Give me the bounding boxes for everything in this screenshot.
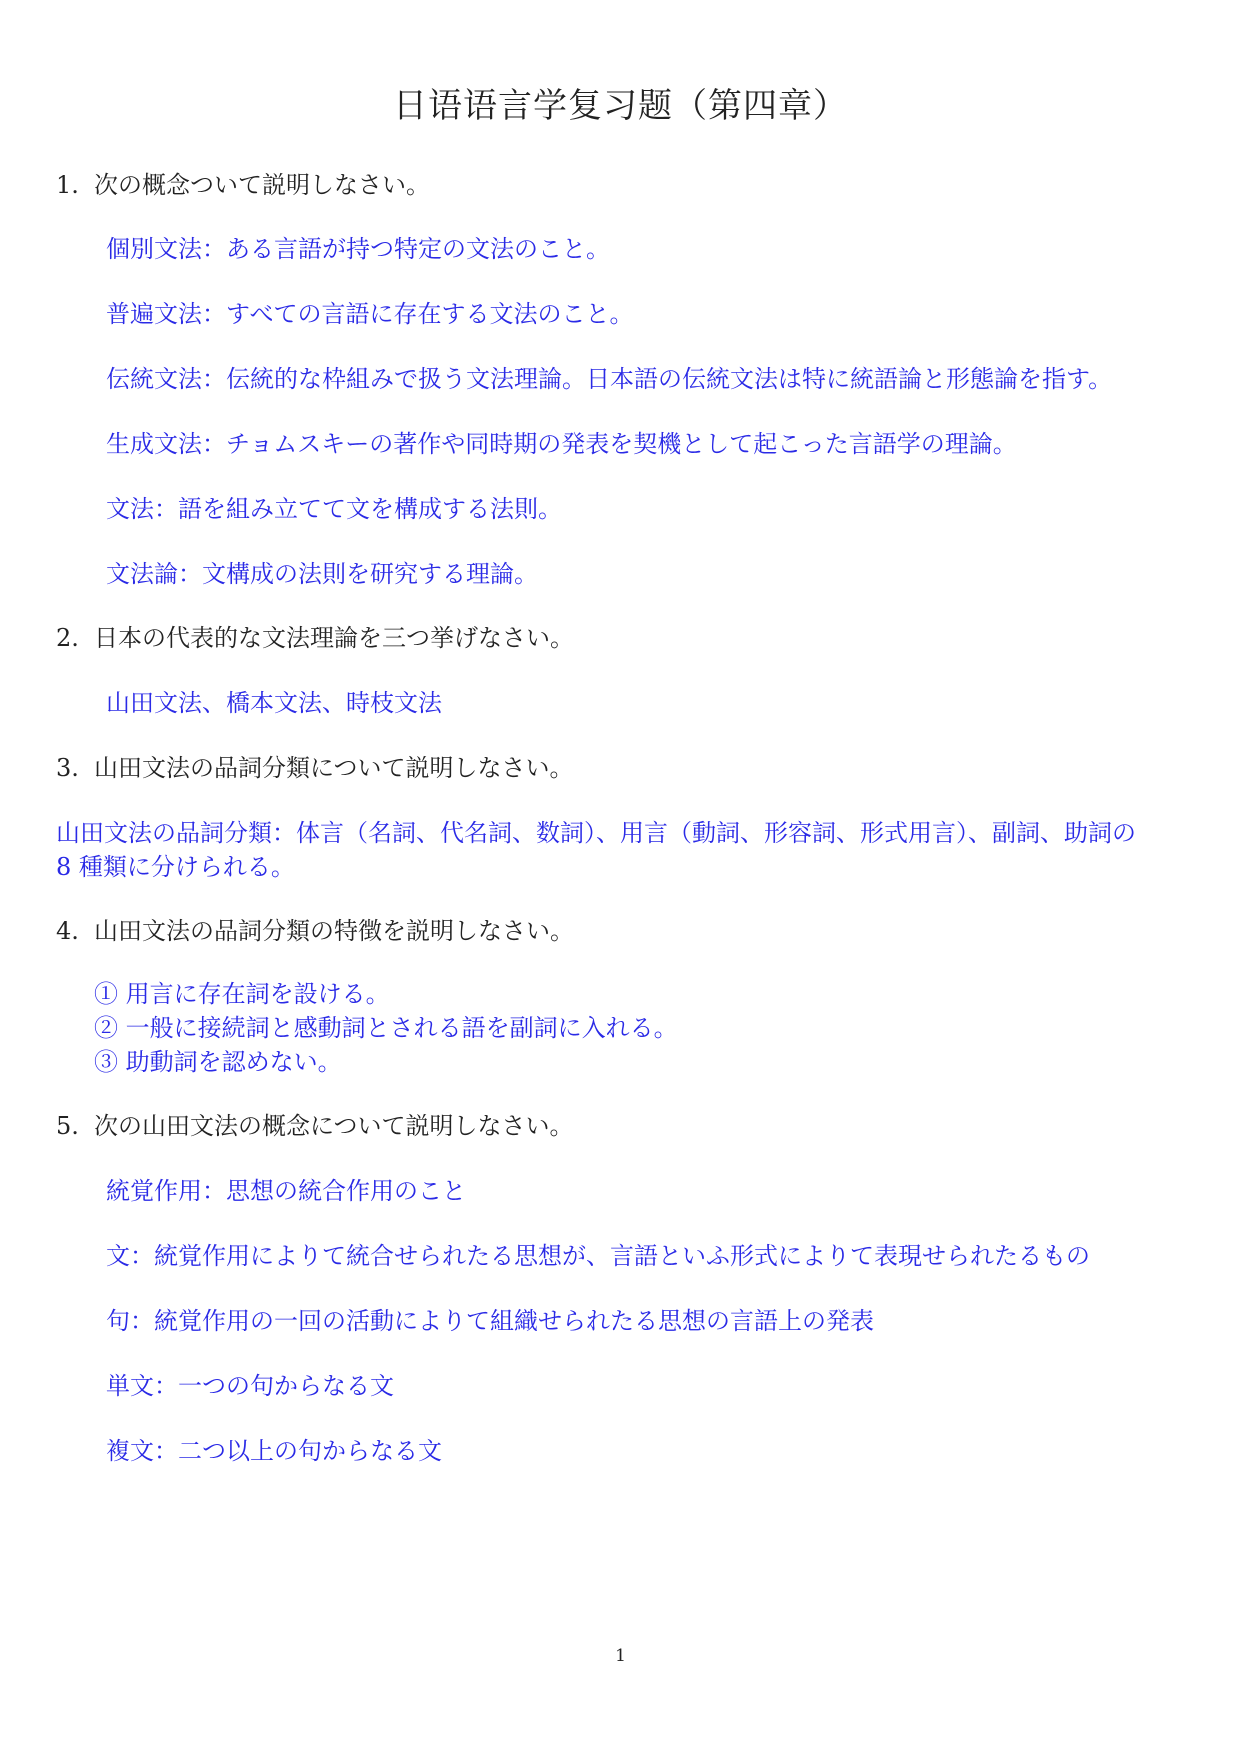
answer-line: 山田文法の品詞分類：体言（名詞、代名詞、数詞）、用言（動詞、形容詞、形式用言）、副詞、助詞の [56, 819, 1136, 847]
page-title: 日语语言学复习题（第四章） [393, 86, 848, 126]
answer-line: 山田文法、橋本文法、時枝文法 [106, 689, 442, 717]
answer-line: 文法：語を組み立てて文を構成する法則。 [106, 495, 562, 523]
question-4 [56, 914, 574, 948]
question-number: 2. [56, 624, 79, 652]
answer-line: 生成文法：チョムスキーの著作や同時期の発表を契機として起こった言語学の理論。 [106, 430, 1017, 458]
answer-line: 文法論：文構成の法則を研究する理論。 [106, 560, 538, 588]
question-text: 山田文法の品詞分類の特徴を説明しなさい。 [94, 917, 574, 945]
answer-list-item: ③ 助動詞を認めない。 [94, 1048, 342, 1076]
answer-list-item: ② 一般に接続詞と感動詞とされる語を副詞に入れる。 [94, 1014, 678, 1042]
question-3 [56, 751, 574, 785]
question-1 [56, 168, 430, 202]
answer-list-item: ① 用言に存在詞を設ける。 [94, 980, 390, 1008]
page-number: 1 [615, 1646, 626, 1666]
question-number: 5. [56, 1112, 79, 1140]
answer-line: 句：統覚作用の一回の活動によりて組織せられたる思想の言語上の発表 [106, 1307, 874, 1335]
answer-line: 複文：二つ以上の句からなる文 [106, 1437, 442, 1465]
question-2 [56, 621, 574, 655]
answer-line: 単文：一つの句からなる文 [106, 1372, 394, 1400]
question-5 [56, 1109, 574, 1143]
question-text: 次の概念ついて説明しなさい。 [94, 171, 430, 199]
answer-line: 伝統文法：伝統的な枠組みで扱う文法理論。日本語の伝統文法は特に統語論と形態論を指す。 [106, 365, 1113, 393]
answer-line: 8 種類に分けられる。 [56, 853, 295, 881]
question-text: 日本の代表的な文法理論を三つ挙げなさい。 [94, 624, 574, 652]
answer-line: 個別文法：ある言語が持つ特定の文法のこと。 [106, 235, 610, 263]
question-text: 次の山田文法の概念について説明しなさい。 [94, 1112, 574, 1140]
answer-line: 文：統覚作用によりて統合せられたる思想が、言語といふ形式によりて表現せられたるもの [106, 1242, 1090, 1270]
question-number: 1. [56, 171, 79, 199]
answer-line: 統覚作用：思想の統合作用のこと [106, 1177, 466, 1205]
question-number: 3. [56, 754, 79, 782]
question-number: 4. [56, 917, 79, 945]
question-text: 山田文法の品詞分類について説明しなさい。 [94, 754, 574, 782]
answer-line: 普遍文法：すべての言語に存在する文法のこと。 [106, 300, 634, 328]
